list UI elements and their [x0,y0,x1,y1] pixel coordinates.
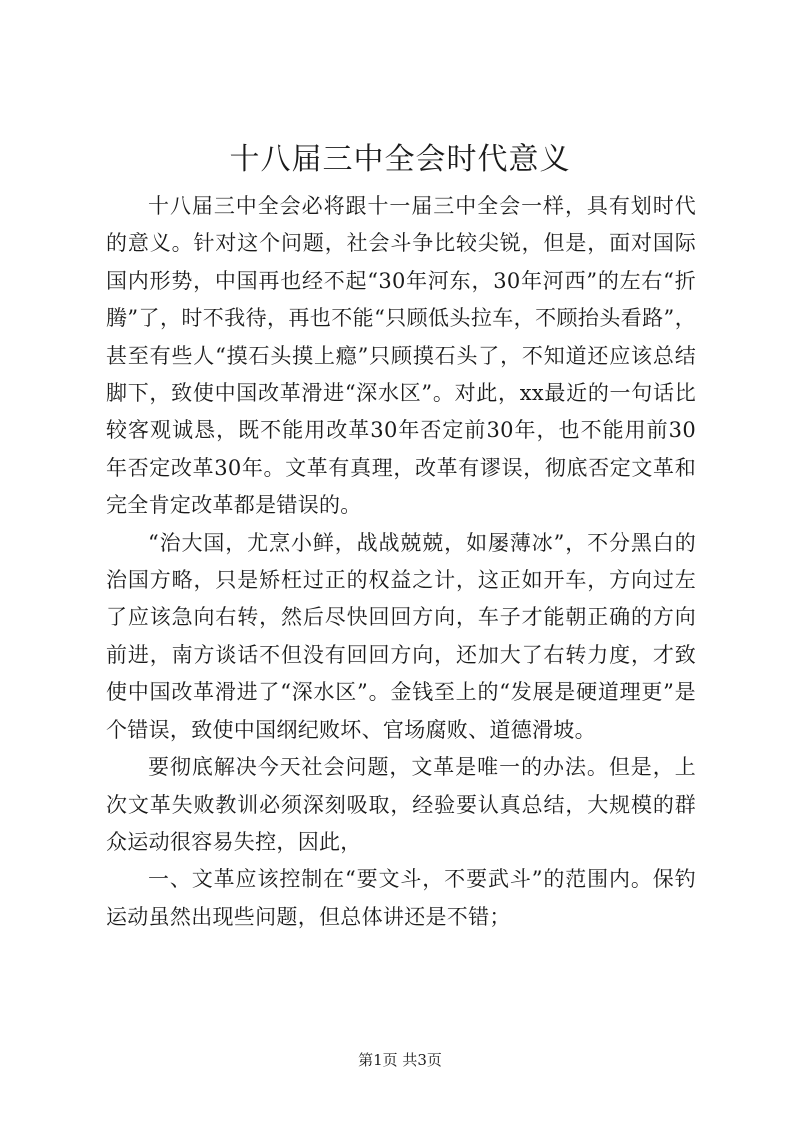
paragraph-1: 十八届三中全会必将跟十一届三中全会一样，具有划时代的意义。针对这个问题，社会斗争比较尖锐，但是，面对国际国内形势，中国再也经不起“30年河东，30年河西”的左右“折腾”了，时不我待，再也不能“只顾低头拉车，不顾抬头看路”，甚至有些人“摸石头摸上瘾”只顾摸石头了，不知道还应该总结脚下，致使中国改革滑进“深水区”。对此，xx最近的一句话比较客观诚恳，既不能用改革30年否定前30年，也不能用前30年否定改革30年。文革有真理，改革有谬误，彻底否定文革和完全肯定改革都是错误的。 [106,194,696,518]
document-title: 十八届三中全会时代意义 [229,142,571,177]
paragraph-3: 要彻底解决今天社会问题，文革是唯一的办法。但是，上次文革失败教训必须深刻吸取，经验要认真总结，大规模的群众运动很容易失控，因此， [106,755,696,854]
page-footer: 第1页 共3页 [358,1051,442,1069]
document-body [106,188,696,936]
paragraph-4: 一、文革应该控制在“要文斗，不要武斗”的范围内。保钓运动虽然出现些问题，但总体讲还是不错； [106,867,696,929]
paragraph-2: “治大国，尤烹小鲜，战战兢兢，如屡薄冰”，不分黑白的治国方略，只是矫枉过正的权益之计，这正如开车，方向过左了应该急向右转，然后尽快回回方向，车子才能朝正确的方向前进，南方谈话不但没有回回方向，还加大了右转力度，才致使中国改革滑进了“深水区”。金钱至上的“发展是硬道理更”是个错误，致使中国纲纪败坏、官场腐败、道德滑坡。 [106,530,696,742]
